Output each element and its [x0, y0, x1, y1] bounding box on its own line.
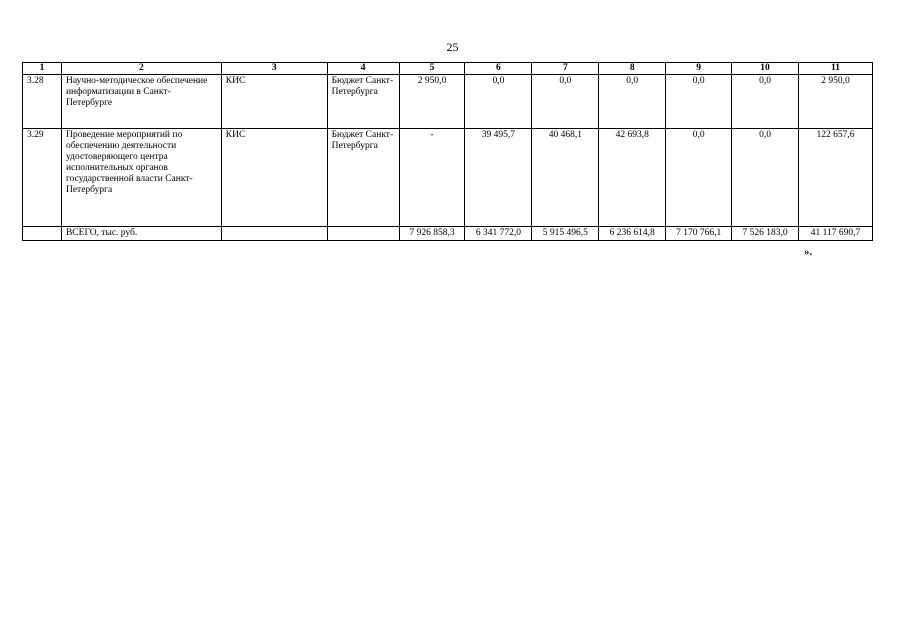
col-header-9: 9	[666, 63, 732, 75]
col-header-1: 1	[23, 63, 62, 75]
col-header-6: 6	[465, 63, 532, 75]
table-row	[23, 129, 873, 227]
value-cell: 0,0	[732, 75, 799, 129]
row-number: 3.29	[23, 129, 62, 227]
activity-name: Научно-методическое обеспечение информатизации в Санкт-Петербурге	[61, 75, 221, 129]
activity-name: Проведение мероприятий по обеспечению деятельности удостоверяющего центра исполнительных органов государственной власти Санкт-Петербурга	[61, 129, 221, 227]
value-cell: 0,0	[599, 75, 666, 129]
row-number: 3.28	[23, 75, 62, 129]
closing-quote-mark: ».	[804, 246, 813, 258]
value-cell: 40 468,1	[532, 129, 599, 227]
executor: КИС	[221, 75, 327, 129]
total-value: 5 915 496,5	[532, 227, 599, 241]
value-cell: 0,0	[666, 75, 732, 129]
value-cell: 0,0	[732, 129, 799, 227]
col-header-4: 4	[327, 63, 399, 75]
total-row	[23, 227, 873, 241]
table-row	[23, 75, 873, 129]
col-header-5: 5	[399, 63, 465, 75]
value-cell: 39 495,7	[465, 129, 532, 227]
total-value: 7 170 766,1	[666, 227, 732, 241]
value-cell: 2 950,0	[399, 75, 465, 129]
total-value: 6 236 614,8	[599, 227, 666, 241]
total-value: 41 117 690,7	[798, 227, 872, 241]
funding-source: Бюджет Санкт-Петербурга	[327, 129, 399, 227]
col-header-3: 3	[221, 63, 327, 75]
col-header-7: 7	[532, 63, 599, 75]
value-cell: 42 693,8	[599, 129, 666, 227]
col-header-10: 10	[732, 63, 799, 75]
funding-source: Бюджет Санкт-Петербурга	[327, 75, 399, 129]
total-value: 7 526 183,0	[732, 227, 799, 241]
total-value: 7 926 858,3	[399, 227, 465, 241]
budget-table	[22, 62, 873, 241]
executor: КИС	[221, 129, 327, 227]
total-value: 6 341 772,0	[465, 227, 532, 241]
value-cell: 0,0	[465, 75, 532, 129]
value-cell: 0,0	[666, 129, 732, 227]
col-header-11: 11	[798, 63, 872, 75]
header-row	[23, 63, 873, 75]
value-cell: -	[399, 129, 465, 227]
col-header-8: 8	[599, 63, 666, 75]
page-number: 25	[446, 40, 459, 54]
total-label: ВСЕГО, тыс. руб.	[61, 227, 221, 241]
col-header-2: 2	[61, 63, 221, 75]
value-cell: 0,0	[532, 75, 599, 129]
value-cell: 122 657,6	[798, 129, 872, 227]
value-cell: 2 950,0	[798, 75, 872, 129]
